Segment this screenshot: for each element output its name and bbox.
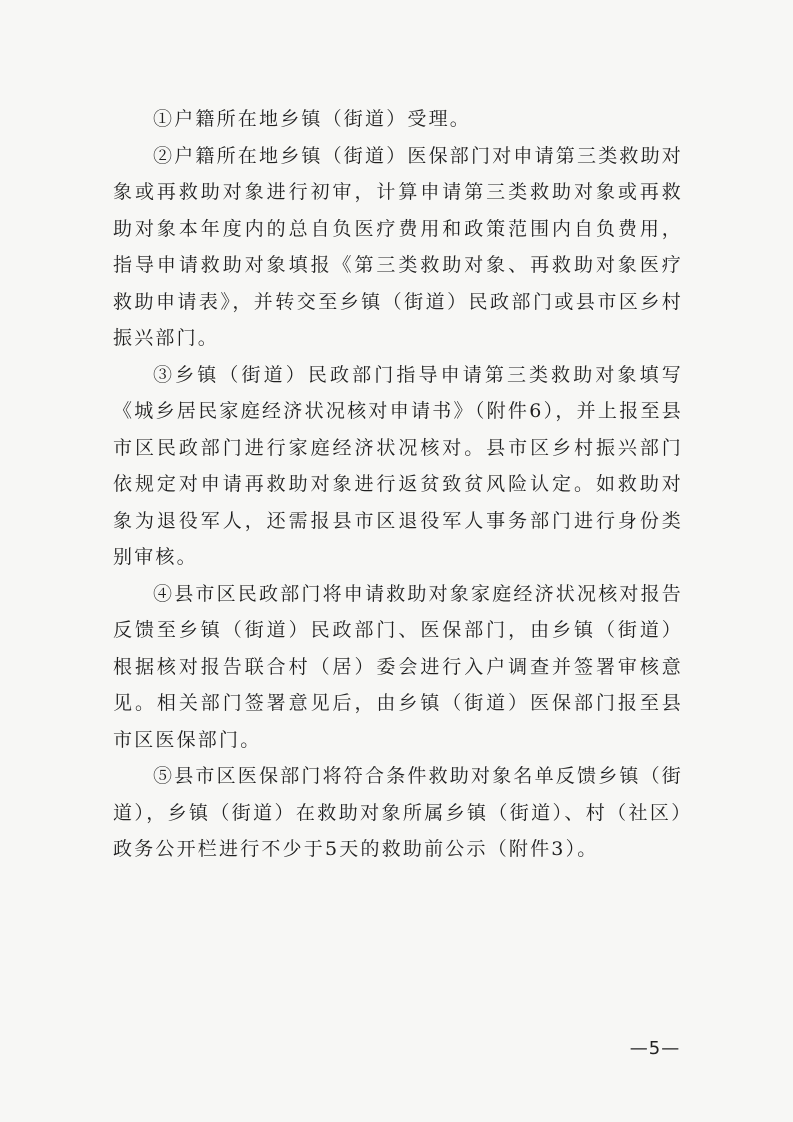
paragraph-step-4: ④县市区民政部门将申请救助对象家庭经济状况核对报告反馈至乡镇（街道）民政部门、医保部门，由乡镇（街道）根据核对报告联合村（居）委会进行入户调查并签署审核意见。相关部门签署意见后，由乡镇（街道）医保部门报至县市区医保部门。 bbox=[113, 582, 684, 751]
paragraph-step-2: ②户籍所在地乡镇（街道）医保部门对申请第三类救助对象或再救助对象进行初审，计算申请第三类救助对象或再救助对象本年度内的总自负医疗费用和政策范围内自负费用，指导申请救助对象填报《第三类救助对象、再救助对象医疗救助申请表》，并转交至乡镇（街道）民政部门或县市区乡村振兴部门。 bbox=[113, 144, 684, 349]
paragraph-step-5: ⑤县市区医保部门将符合条件救助对象名单反馈乡镇（街道），乡镇（街道）在救助对象所属乡镇（街道）、村（社区）政务公开栏进行不少于5天的救助前公示（附件3）。 bbox=[113, 765, 684, 860]
paragraph-step-1: ①户籍所在地乡镇（街道）受理。 bbox=[153, 108, 472, 130]
page-number: —5— bbox=[629, 1038, 681, 1059]
body-text bbox=[113, 101, 683, 868]
paragraph-step-3: ③乡镇（街道）民政部门指导申请第三类救助对象填写《城乡居民家庭经济状况核对申请书》（附件6），并上报至县市区民政部门进行家庭经济状况核对。县市区乡村振兴部门依规定对申请再救助对象进行返贫致贫风险认定。如救助对象为退役军人，还需报县市区退役军人事务部门进行身份类别审核。 bbox=[113, 363, 683, 568]
